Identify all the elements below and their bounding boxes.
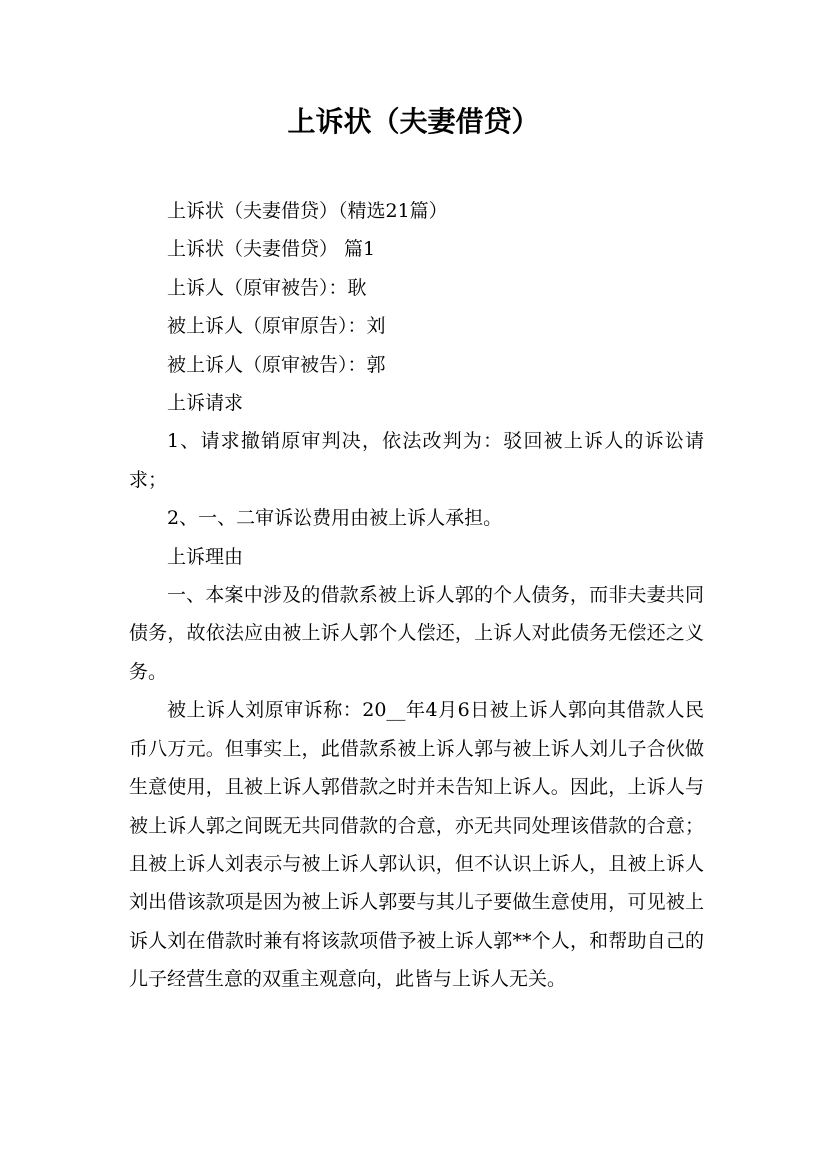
- paragraph-appellant: 上诉人（原审被告）：耿: [167, 276, 367, 299]
- paragraph-appellee-1: 被上诉人（原审原告）：刘: [167, 315, 386, 338]
- document-title: 上诉状（夫妻借贷）: [287, 105, 540, 138]
- paragraph-requests-heading: 上诉请求: [167, 392, 244, 415]
- paragraph-appellee-2: 被上诉人（原审被告）：郭: [167, 353, 386, 376]
- paragraph-reasons-heading: 上诉理由: [167, 545, 244, 568]
- document-body: [129, 192, 704, 999]
- paragraph-request-2: 2、一、二审诉讼费用由被上诉人承担。: [167, 507, 503, 530]
- paragraph-section-heading: 上诉状（夫妻借贷） 篇1: [167, 238, 376, 261]
- paragraph-collection-title: 上诉状（夫妻借贷）（精选21篇）: [167, 200, 448, 222]
- paragraph-reason-detail: 被上诉人刘原审诉称：20__年4月6日被上诉人郭向其借款人民币八万元。但事实上，此借款系被上诉人郭与被上诉人刘儿子合伙做生意使用，且被上诉人郭借款之时并未告知上诉人。因此，上诉人与被上诉人郭之间既无共同借款的合意，亦无共同处理该借款的合意；且被上诉人刘表示与被上诉人郭认识，但不认识上诉人，且被上诉人刘出借该款项是因为被上诉人郭要与其儿子要做生意使用，可见被上诉人刘在借款时兼有将该款项借予被上诉人郭**个人，和帮助自己的儿子经营生意的双重主观意向，此皆与上诉人无关。: [129, 699, 704, 991]
- paragraph-request-1: 1、请求撤销原审判决，依法改判为：驳回被上诉人的诉讼请求；: [129, 430, 704, 491]
- paragraph-reason-1: 一、本案中涉及的借款系被上诉人郭的个人债务，而非夫妻共同债务，故依法应由被上诉人郭个人偿还，上诉人对此债务无偿还之义务。: [129, 584, 704, 683]
